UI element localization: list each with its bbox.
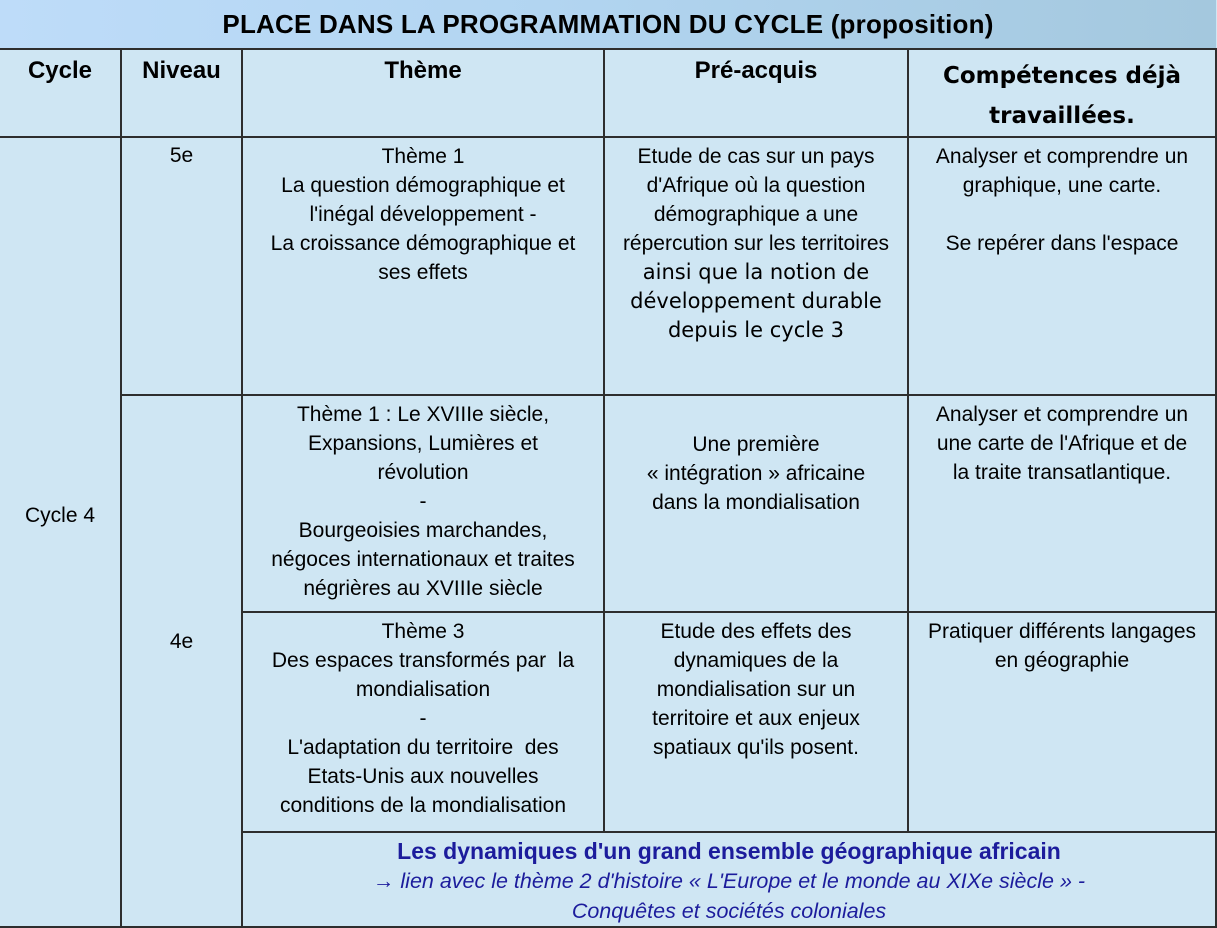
col-header-niveau: Niveau xyxy=(121,49,242,137)
title-bar xyxy=(0,0,1216,48)
programmation-table xyxy=(0,48,1217,928)
competences-cell-row1: Analyser et comprendre un graphique, une carte. Se repérer dans l'espace xyxy=(908,137,1216,395)
theme-cell-row1: Thème 1 La question démographique et l'inégal développement - La croissance démographique et ses effets xyxy=(242,137,604,395)
col-header-cycle: Cycle xyxy=(0,49,121,137)
preacquis-text-normal: Etude de cas sur un pays d'Afrique où la question démographique a une répercution sur les territoires xyxy=(622,145,895,255)
preacquis-text-altfont: ainsi que la notion de développement durable depuis le cycle 3 xyxy=(630,260,889,342)
preacquis-cell-row2: Une première « intégration » africaine dans la mondialisation xyxy=(604,395,908,612)
cycle-cell: Cycle 4 xyxy=(0,137,121,927)
theme-cell-row2: Thème 1 : Le XVIIIe siècle, Expansions, Lumières et révolution - Bourgeoisies marchandes, négoces internationaux et traites négrières au XVIIIe siècle xyxy=(242,395,604,612)
table-row-4e-theme1 xyxy=(0,395,1216,612)
page-title: PLACE DANS LA PROGRAMMATION DU CYCLE (proposition) xyxy=(222,8,994,39)
col-header-preacquis: Pré-acquis xyxy=(604,49,908,137)
niveau-cell-5e: 5e xyxy=(121,137,242,395)
competences-cell-row2: Analyser et comprendre un une carte de l'Afrique et de la traite transatlantique. xyxy=(908,395,1216,612)
preacquis-cell-row3: Etude des effets des dynamiques de la mondialisation sur un territoire et aux enjeux spatiaux qu'ils posent. xyxy=(604,612,908,832)
footer-cell xyxy=(242,832,1216,927)
theme-cell-row3: Thème 3 Des espaces transformés par la mondialisation - L'adaptation du territoire des Etats-Unis aux nouvelles conditions de la mondialisation xyxy=(242,612,604,832)
header-row xyxy=(0,49,1216,137)
col-header-competences: Compétences déjà travaillées. xyxy=(908,49,1216,137)
footer-title: Les dynamiques d'un grand ensemble géographique africain xyxy=(397,838,1061,864)
col-header-theme: Thème xyxy=(242,49,604,137)
competences-cell-row3: Pratiquer différents langages en géographie xyxy=(908,612,1216,832)
preacquis-cell-row1 xyxy=(604,137,908,395)
niveau-cell-4e: 4e xyxy=(121,395,242,927)
table-row-5e xyxy=(0,137,1216,395)
footer-subtitle: → lien avec le thème 2 d'histoire « L'Europe et le monde au XIXe siècle » - Conquêtes et sociétés coloniales xyxy=(372,869,1086,923)
